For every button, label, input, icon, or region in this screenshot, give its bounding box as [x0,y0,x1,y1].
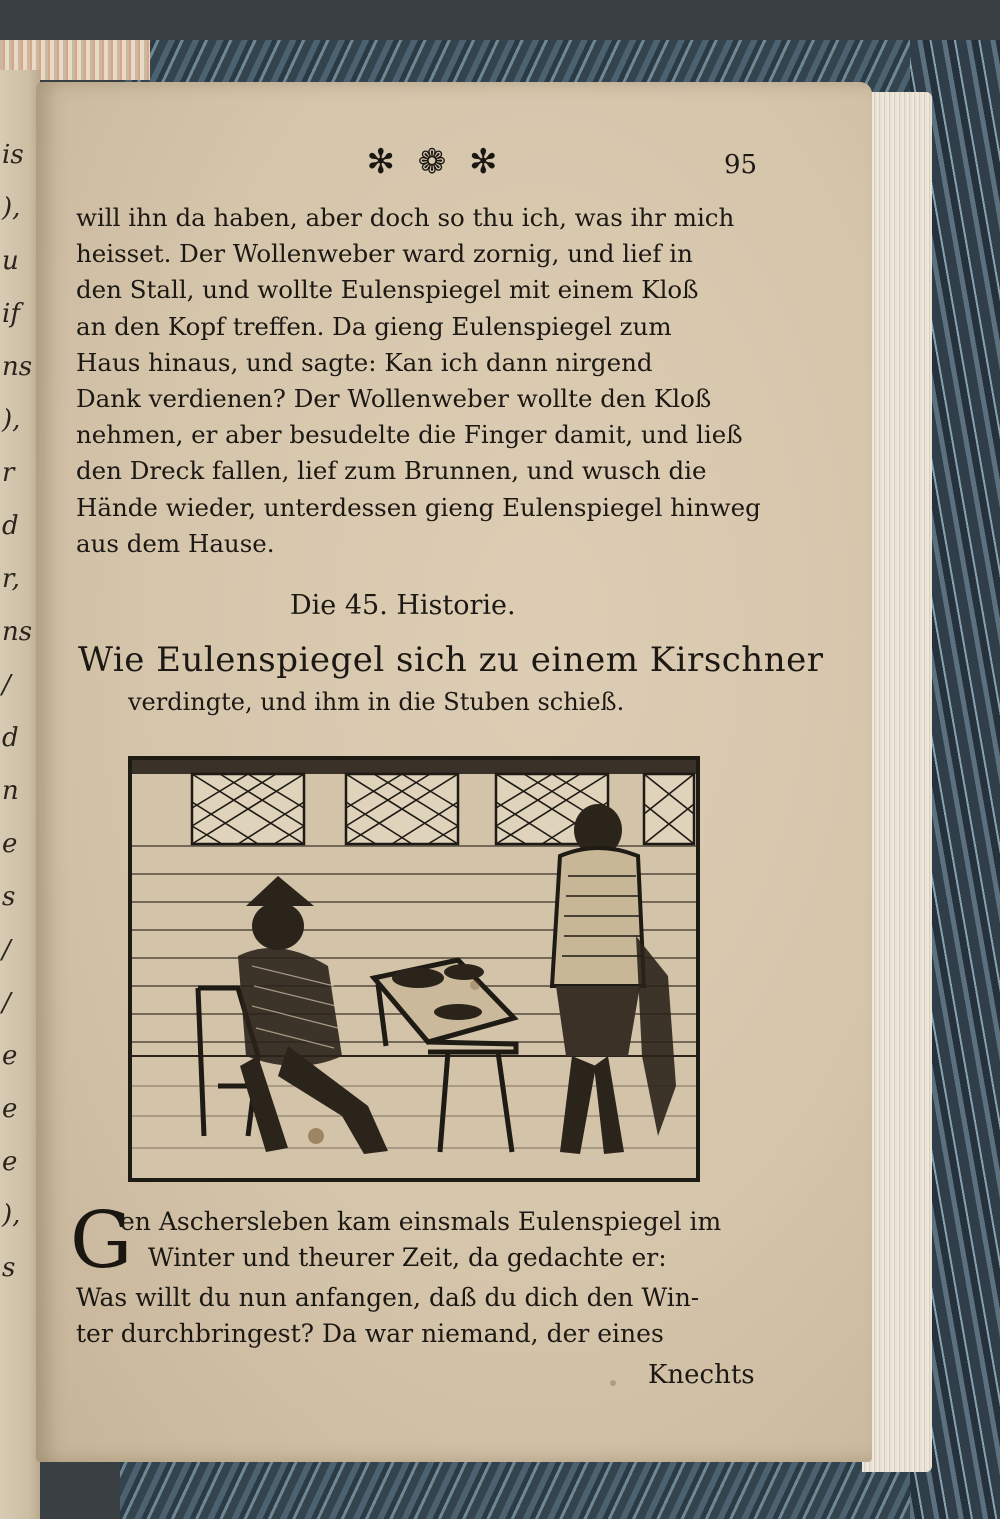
body-continuation [76,1280,766,1352]
paragraph-line: Hände wieder, unterdessen gieng Eulenspiegel hinweg [76,492,761,522]
left-page-edge-glyph: ), [2,193,21,223]
paragraph [76,200,766,562]
left-page-edge-glyph: is [2,140,24,170]
paragraph-line: nehmen, er aber besudelte die Finger damit, und ließ [76,420,743,450]
paragraph-line: den Stall, und wollte Eulenspiegel mit einem Kloß [76,275,699,305]
paragraph-line: Dank verdienen? Der Wollenweber wollte den Kloß [76,383,712,413]
left-page-edge-glyph: d [2,723,19,753]
page-stack-edge [862,92,932,1472]
left-page-edge-glyph: s [2,882,16,912]
left-page-edge-glyph: ), [2,405,21,435]
woodcut-illustration [128,756,700,1182]
body-line: Was willt du nun anfangen, daß du dich den Win- [76,1283,700,1312]
left-page-edge-glyph: / [2,988,11,1018]
left-page-edge-glyph: s [2,1253,16,1283]
chapter-title: Wie Eulenspiegel sich zu einem Kirschner [78,640,824,680]
header-ornament: ✻ ❁ ✻ [366,142,504,182]
chapter-label: Die 45. Historie. [290,590,516,621]
left-page-edge-glyph: e [2,1094,18,1124]
left-page-edge-glyph: r [2,458,15,488]
left-page-edge-glyph: u [2,246,19,276]
catchword: Knechts [648,1360,755,1390]
left-page-edge-glyph: ns [2,352,33,382]
page-number: 95 [724,150,758,180]
left-page-edge-glyph: d [2,511,19,541]
left-page-edge-glyph: e [2,1041,18,1071]
left-page-edge-glyph: ), [2,1200,21,1230]
body-line: en Aschersleben kam einsmals Eulenspiegel im [120,1207,722,1236]
paragraph-line: will ihn da haben, aber doch so thu ich, was ihr mich [76,203,735,232]
facing-page-edge [0,70,40,1519]
paragraph-line: an den Kopf treffen. Da gieng Eulenspiegel zum [76,311,672,341]
left-page-edge-glyph: r, [2,564,20,594]
drop-cap: G [70,1196,133,1286]
left-page-edge-glyph: if [2,299,20,329]
paragraph-line: heisset. Der Wollenweber ward zornig, und lief in [76,239,693,269]
foxing-spot [470,980,480,990]
body-line: Winter und theurer Zeit, da gedachte er: [148,1243,667,1272]
left-page-edge-glyph: n [2,776,19,806]
left-page-edge-glyph: ns [2,617,33,647]
body-line: ter durchbringest? Da war niemand, der eines [76,1319,664,1348]
body-first-line-block [120,1204,770,1276]
left-page-edge-glyph: e [2,1147,18,1177]
foxing-spot [610,1380,616,1386]
left-page-edge-glyph: / [2,935,11,965]
paragraph-line: Haus hinaus, und sagte: Kan ich dann nirgend [76,347,653,377]
paragraph-line: den Dreck fallen, lief zum Brunnen, und wusch die [76,456,707,486]
chapter-subtitle: verdingte, und ihm in die Stuben schieß. [128,688,625,716]
left-page-edge-glyph: / [2,670,11,700]
left-page-edge-glyph: e [2,829,18,859]
paragraph-line: aus dem Hause. [76,528,275,558]
